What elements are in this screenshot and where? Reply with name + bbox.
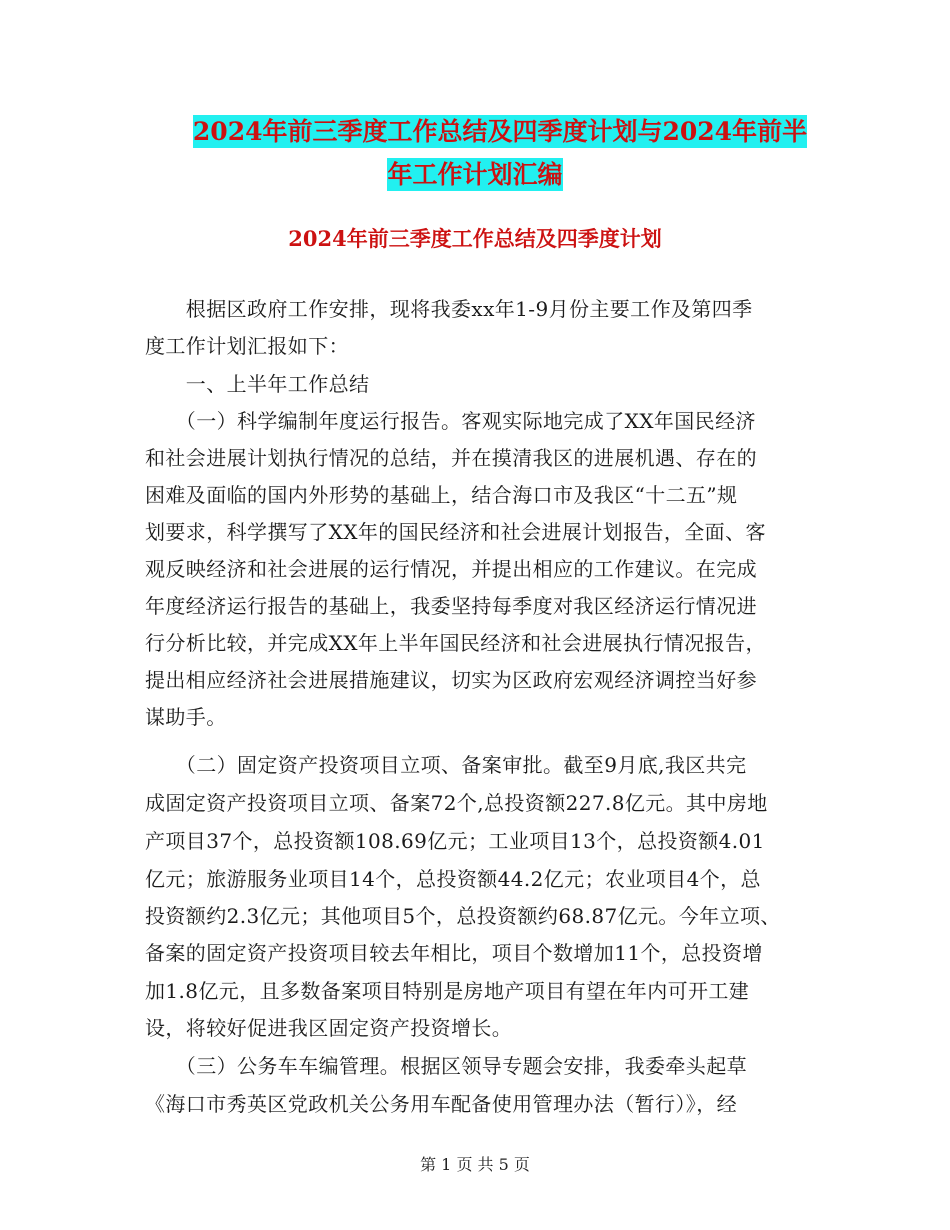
body-line: 一、上半年工作总结 <box>145 372 370 396</box>
body-line: 设，将较好促进我区固定资产投资增长。 <box>145 1016 513 1040</box>
body-line: 度工作计划汇报如下： <box>145 334 349 358</box>
body-line: 年度经济运行报告的基础上，我委坚持每季度对我区经济运行情况进 <box>145 594 757 618</box>
body-line: 谋助手。 <box>145 705 227 729</box>
body-line: 投资额约2.3亿元；其他项目5个，总投资额约68.87亿元。今年立项、 <box>145 904 781 928</box>
body-line: （二）固定资产投资项目立项、备案审批。截至9月底,我区共完 <box>145 753 747 777</box>
body-line: 加1.8亿元，且多数备案项目特别是房地产项目有望在年内可开工建 <box>145 979 750 1003</box>
body-line: 划要求，科学撰写了XX年的国民经济和社会进展计划报告，全面、客 <box>145 520 766 544</box>
body-line: 观反映经济和社会进展的运行情况，并提出相应的工作建议。在完成 <box>145 557 757 581</box>
body-line: 根据区政府工作安排，现将我委xx年1-9月份主要工作及第四季 <box>145 297 753 321</box>
body-line: （三）公务车车编管理。根据区领导专题会安排，我委牵头起草 <box>145 1054 747 1078</box>
body-line: 亿元；旅游服务业项目14个，总投资额44.2亿元；农业项目4个，总 <box>145 867 761 891</box>
body-line: 《海口市秀英区党政机关公务用车配备使用管理办法（暂行）》，经 <box>145 1092 737 1116</box>
body-line: 备案的固定资产投资项目较去年相比，项目个数增加11个，总投资增 <box>145 941 763 965</box>
body-line: 和社会进展计划执行情况的总结，并在摸清我区的进展机遇、存在的 <box>145 446 757 470</box>
body-line: 提出相应经济社会进展措施建议，切实为区政府宏观经济调控当好参 <box>145 668 757 692</box>
body-line: （一）科学编制年度运行报告。客观实际地完成了XX年国民经济 <box>145 409 756 433</box>
title-highlight-2: 年工作计划汇编 <box>387 160 563 189</box>
document-title-line-2 <box>0 155 950 191</box>
section-subtitle: 2024年前三季度工作总结及四季度计划 <box>288 226 662 251</box>
body-line: 成固定资产投资项目立项、备案72个,总投资额227.8亿元。其中房地 <box>145 791 768 815</box>
body-line: 困难及面临的国内外形势的基础上，结合海口市及我区“十二五”规 <box>145 483 738 507</box>
title-highlight-1: 2024年前三季度工作总结及四季度计划与2024年前半 <box>192 117 808 146</box>
page-footer: 第 1 页 共 5 页 <box>420 1155 530 1174</box>
document-title-line-1 <box>0 112 950 148</box>
body-line: 产项目37个，总投资额108.69亿元；工业项目13个，总投资额4.01 <box>145 829 765 853</box>
body-line: 行分析比较，并完成XX年上半年国民经济和社会进展执行情况报告， <box>145 631 766 655</box>
